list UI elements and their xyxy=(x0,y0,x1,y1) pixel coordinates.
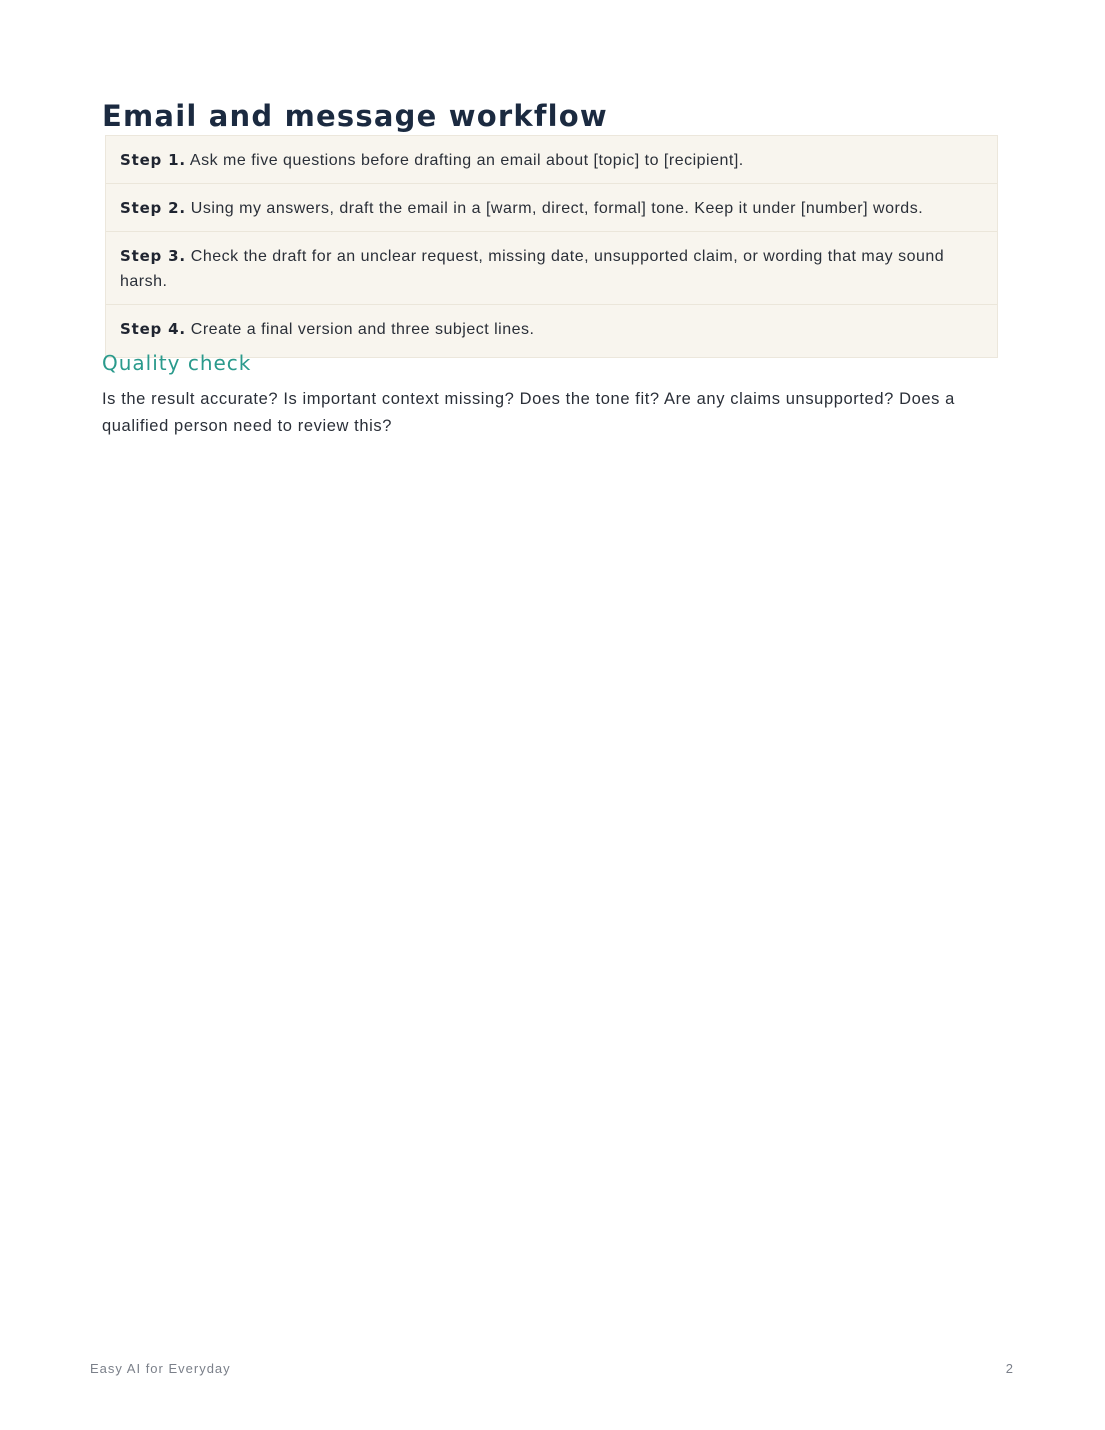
step-label: Step 1. xyxy=(120,151,186,169)
step-text: Ask me five questions before drafting an email about [topic] to [recipient]. xyxy=(189,152,744,169)
footer-book-title: Easy AI for Everyday xyxy=(90,1361,231,1376)
footer-page-number: 2 xyxy=(1005,1361,1013,1376)
page-title: Email and message workflow xyxy=(102,99,608,133)
quality-check-heading: Quality check xyxy=(102,351,252,375)
step-label: Step 3. xyxy=(120,247,186,265)
step-row-2 xyxy=(106,184,997,232)
quality-check-body: Is the result accurate? Is important context missing? Does the tone fit? Are any claims unsupported? Does a qualified person need to review this? xyxy=(102,390,955,435)
step-text: Check the draft for an unclear request, missing date, unsupported claim, or wording that may sound harsh. xyxy=(120,248,945,290)
steps-box xyxy=(105,135,998,358)
step-text: Using my answers, draft the email in a [warm, direct, formal] tone. Keep it under [number] words. xyxy=(190,200,924,217)
step-row-3 xyxy=(106,232,997,305)
step-label: Step 2. xyxy=(120,199,186,217)
step-label: Step 4. xyxy=(120,320,186,338)
step-text: Create a final version and three subject lines. xyxy=(190,321,535,338)
step-row-1 xyxy=(106,136,997,184)
